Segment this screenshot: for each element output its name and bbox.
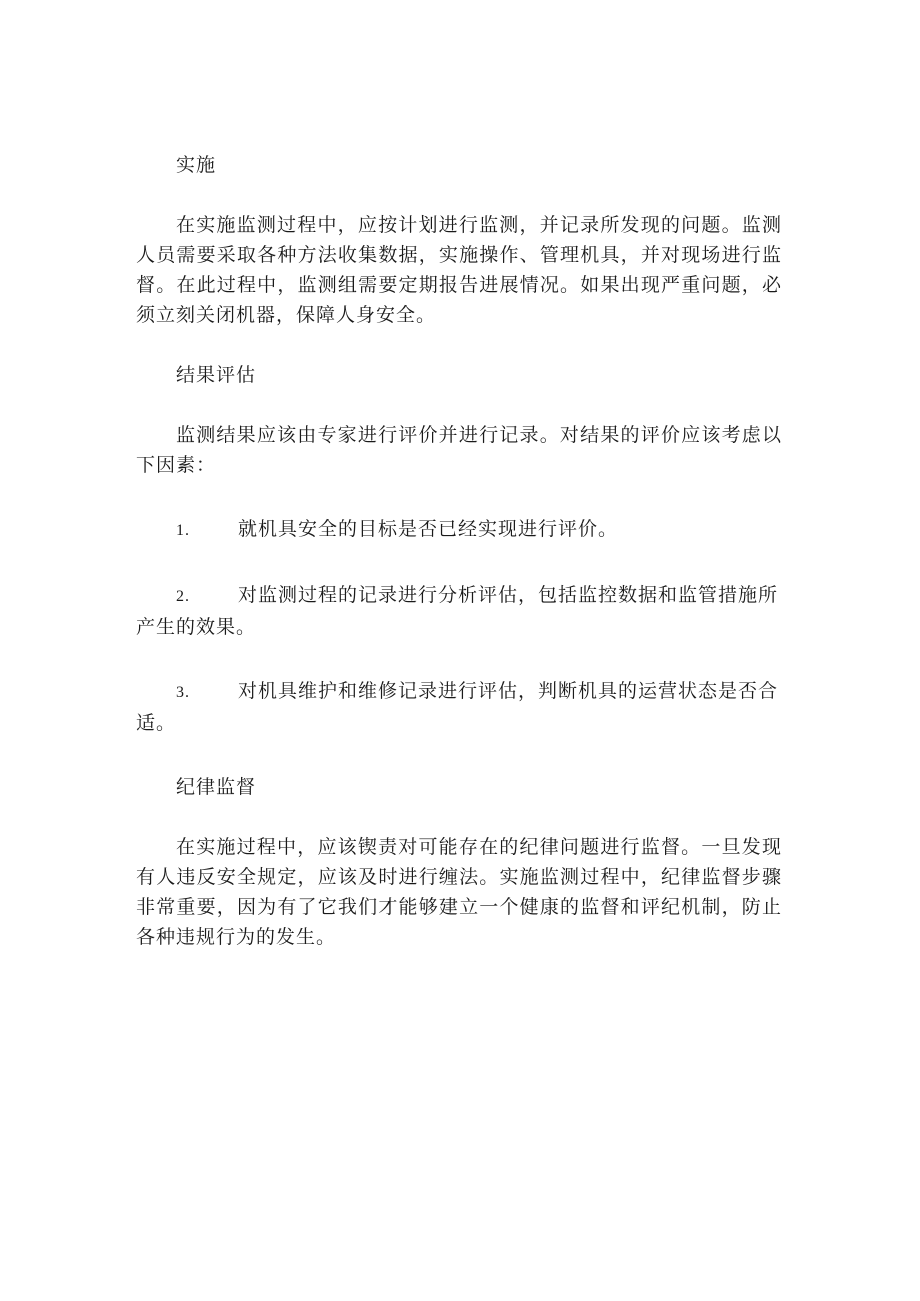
implementation-paragraph: 在实施监测过程中，应按计划进行监测，并记录所发现的问题。监测人员需要采取各种方法收集数据，实施操作、管理机具，并对现场进行监督。在此过程中，监测组需要定期报告进展情况。如果出现严重问题，必须立刻关闭机器，保障人身安全。	[136, 214, 782, 326]
discipline-paragraph: 在实施过程中，应该锲责对可能存在的纪律问题进行监督。一旦发现有人违反安全规定，应该及时进行缠法。实施监测过程中，纪律监督步骤非常重要，因为有了它我们才能够建立一个健康的监督和评纪机制，防止各种违规行为的发生。	[136, 836, 782, 948]
list-item-number: 2.	[176, 588, 190, 605]
list-item-text: 对监测过程的记录进行分析评估，包括监控数据和监管措施所产生的效果。	[136, 584, 779, 638]
evaluation-paragraph: 监测结果应该由专家进行评价并进行记录。对结果的评价应该考虑以下因素：	[136, 424, 782, 476]
list-item	[136, 580, 782, 642]
list-item-text: 对机具维护和维修记录进行评估，判断机具的运营状态是否合适。	[136, 680, 779, 734]
list-item-text: 就机具安全的目标是否已经实现进行评价。	[238, 518, 619, 540]
section-heading-result-evaluation: 结果评估	[176, 364, 257, 386]
section-heading-implementation: 实施	[176, 154, 217, 176]
document-page	[136, 150, 782, 952]
section-heading-discipline-supervision: 纪律监督	[176, 776, 257, 798]
list-item	[136, 676, 782, 738]
list-item-number: 1.	[176, 522, 190, 539]
list-item	[136, 514, 782, 546]
list-item-number: 3.	[176, 684, 190, 701]
